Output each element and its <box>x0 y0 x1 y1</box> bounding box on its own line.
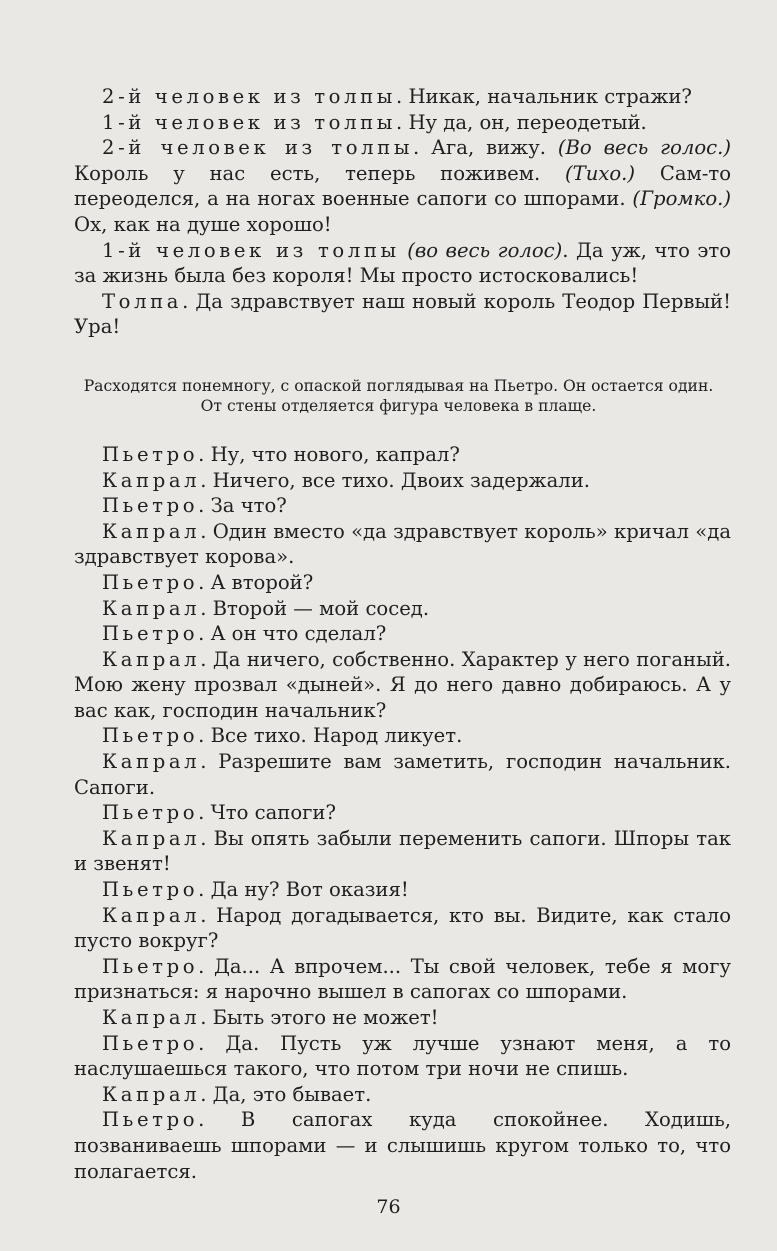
line-text: . Да... А впрочем... Ты свой человек, тебе я могу признаться: я нарочно вышел в сапогах со шпорами. <box>74 954 731 1004</box>
inline-stage-direction: (Тихо.) <box>564 161 636 185</box>
speaker-name: Капрал <box>102 903 201 927</box>
dialogue-line <box>74 238 731 289</box>
dialogue-line <box>74 519 731 570</box>
line-text: . Да здравствует наш новый король Теодор Первый! Ура! <box>74 289 731 339</box>
dialogue-line <box>74 84 731 110</box>
dialogue-line <box>74 723 731 749</box>
line-text: Сам-то переоделся, а на ногах военные сапоги со шпорами. <box>74 161 731 211</box>
inline-stage-direction: (Во весь голос.) <box>557 136 731 160</box>
line-text: . Ага, вижу. <box>413 136 558 160</box>
line-text: . Ну да, он, переодетый. <box>395 110 647 134</box>
dialogue-bottom <box>74 442 731 1184</box>
dialogue-line <box>74 749 731 800</box>
speaker-name: Пьетро <box>102 878 199 902</box>
line-text: . Никак, начальник стражи? <box>395 85 692 108</box>
inline-stage-direction: (во весь голос) <box>407 238 563 262</box>
line-text: . Быть этого не может! <box>200 1006 439 1029</box>
dialogue-line <box>74 1107 731 1184</box>
dialogue-line <box>74 468 731 494</box>
line-text: . А второй? <box>198 570 314 594</box>
dialogue-line <box>74 1082 731 1108</box>
dialogue-line <box>74 954 731 1005</box>
dialogue-line <box>74 903 731 954</box>
speaker-name: Пьетро <box>102 724 199 748</box>
dialogue-line <box>74 647 731 724</box>
line-text: . Да уж, что это за жизнь была без короля! Мы просто истосковались! <box>74 238 732 288</box>
line-text: . Разрешите вам заметить, господин начальник. Сапоги. <box>74 750 731 799</box>
speaker-name: Капрал <box>102 519 201 543</box>
dialogue-line <box>74 596 731 622</box>
dialogue-line <box>74 110 731 136</box>
speaker-name: 1-й человек из толпы <box>102 110 396 134</box>
line-text: . В сапогах куда спокойнее. Ходишь, позваниваешь шпорами — и слышишь кругом только то, что полагается. <box>74 1108 731 1183</box>
speaker-name: Пьетро <box>102 622 199 646</box>
speaker-name: 2-й человек из толпы <box>102 85 396 108</box>
dialogue-line <box>74 289 731 340</box>
dialogue-line <box>74 135 731 237</box>
speaker-name: Капрал <box>102 750 201 774</box>
speaker-name: Толпа <box>102 289 183 313</box>
speaker-name: Капрал <box>102 468 201 492</box>
dialogue-line <box>74 800 731 826</box>
line-text: . Народ догадывается, кто вы. Видите, как стало пусто вокруг? <box>74 903 731 953</box>
line-text: . Да ну? Вот оказия! <box>198 878 409 902</box>
line-text: . Второй — мой сосед. <box>200 596 430 620</box>
dialogue-line <box>74 493 731 519</box>
dialogue-line <box>74 1031 731 1082</box>
dialogue-line <box>74 877 731 903</box>
line-text: . Да ничего, собственно. Характер у него поганый. Мою жену прозвал «дыней». Я до него давно добираюсь. А у вас как, господин начальник? <box>74 647 731 722</box>
line-text: . Что сапоги? <box>198 801 336 825</box>
speaker-name: Капрал <box>102 647 201 671</box>
speaker-name: Капрал <box>102 1082 201 1106</box>
line-text: . Ну, что нового, капрал? <box>198 442 460 466</box>
page-number: 76 <box>376 1196 401 1218</box>
dialogue-line <box>74 826 731 877</box>
speaker-name: Пьетро <box>102 442 199 466</box>
line-text: Ох, как на душе хорошо! <box>74 212 332 236</box>
line-text: . Вы опять забыли переменить сапоги. Шпоры так и звенят! <box>74 826 731 876</box>
line-text: . Один вместо «да здравствует король» кричал «да здравствует корова». <box>74 519 731 569</box>
stage-direction: Расходятся понемногу, с опаской поглядывая на Пьетро. Он остается один. От стены отделяется фигура человека в плаще. <box>83 376 714 415</box>
dialogue-line <box>74 621 731 647</box>
speaker-name: Пьетро <box>102 1108 199 1132</box>
dialogue-top <box>74 84 731 340</box>
speaker-name: Пьетро <box>102 570 199 594</box>
dialogue-line <box>74 442 731 468</box>
line-text: . Да. Пусть уж лучше узнают меня, а то наслушаешься такого, что потом три ночи не спишь. <box>74 1031 731 1081</box>
dialogue-line <box>74 570 731 596</box>
inline-stage-direction: (Громко.) <box>632 187 731 211</box>
speaker-name: 1-й человек из толпы <box>102 238 400 262</box>
speaker-name: Капрал <box>102 826 201 850</box>
line-text: . За что? <box>198 494 287 518</box>
speaker-name: Капрал <box>102 1006 201 1029</box>
line-text: . Да, это бывает. <box>200 1082 372 1106</box>
speaker-name: 2-й человек из толпы <box>102 136 414 160</box>
speaker-name: Пьетро <box>102 494 199 518</box>
line-text: . А он что сделал? <box>198 622 387 646</box>
speaker-name: Пьетро <box>102 1031 199 1055</box>
speaker-name: Пьетро <box>102 801 199 825</box>
line-text: . Все тихо. Народ ликует. <box>198 724 463 748</box>
speaker-name: Капрал <box>102 596 201 620</box>
line-text: . Ничего, все тихо. Двоих задержали. <box>200 468 590 492</box>
speaker-name: Пьетро <box>102 954 199 978</box>
line-text: Король у нас есть, теперь поживем. <box>74 161 565 185</box>
dialogue-line <box>74 1005 731 1031</box>
